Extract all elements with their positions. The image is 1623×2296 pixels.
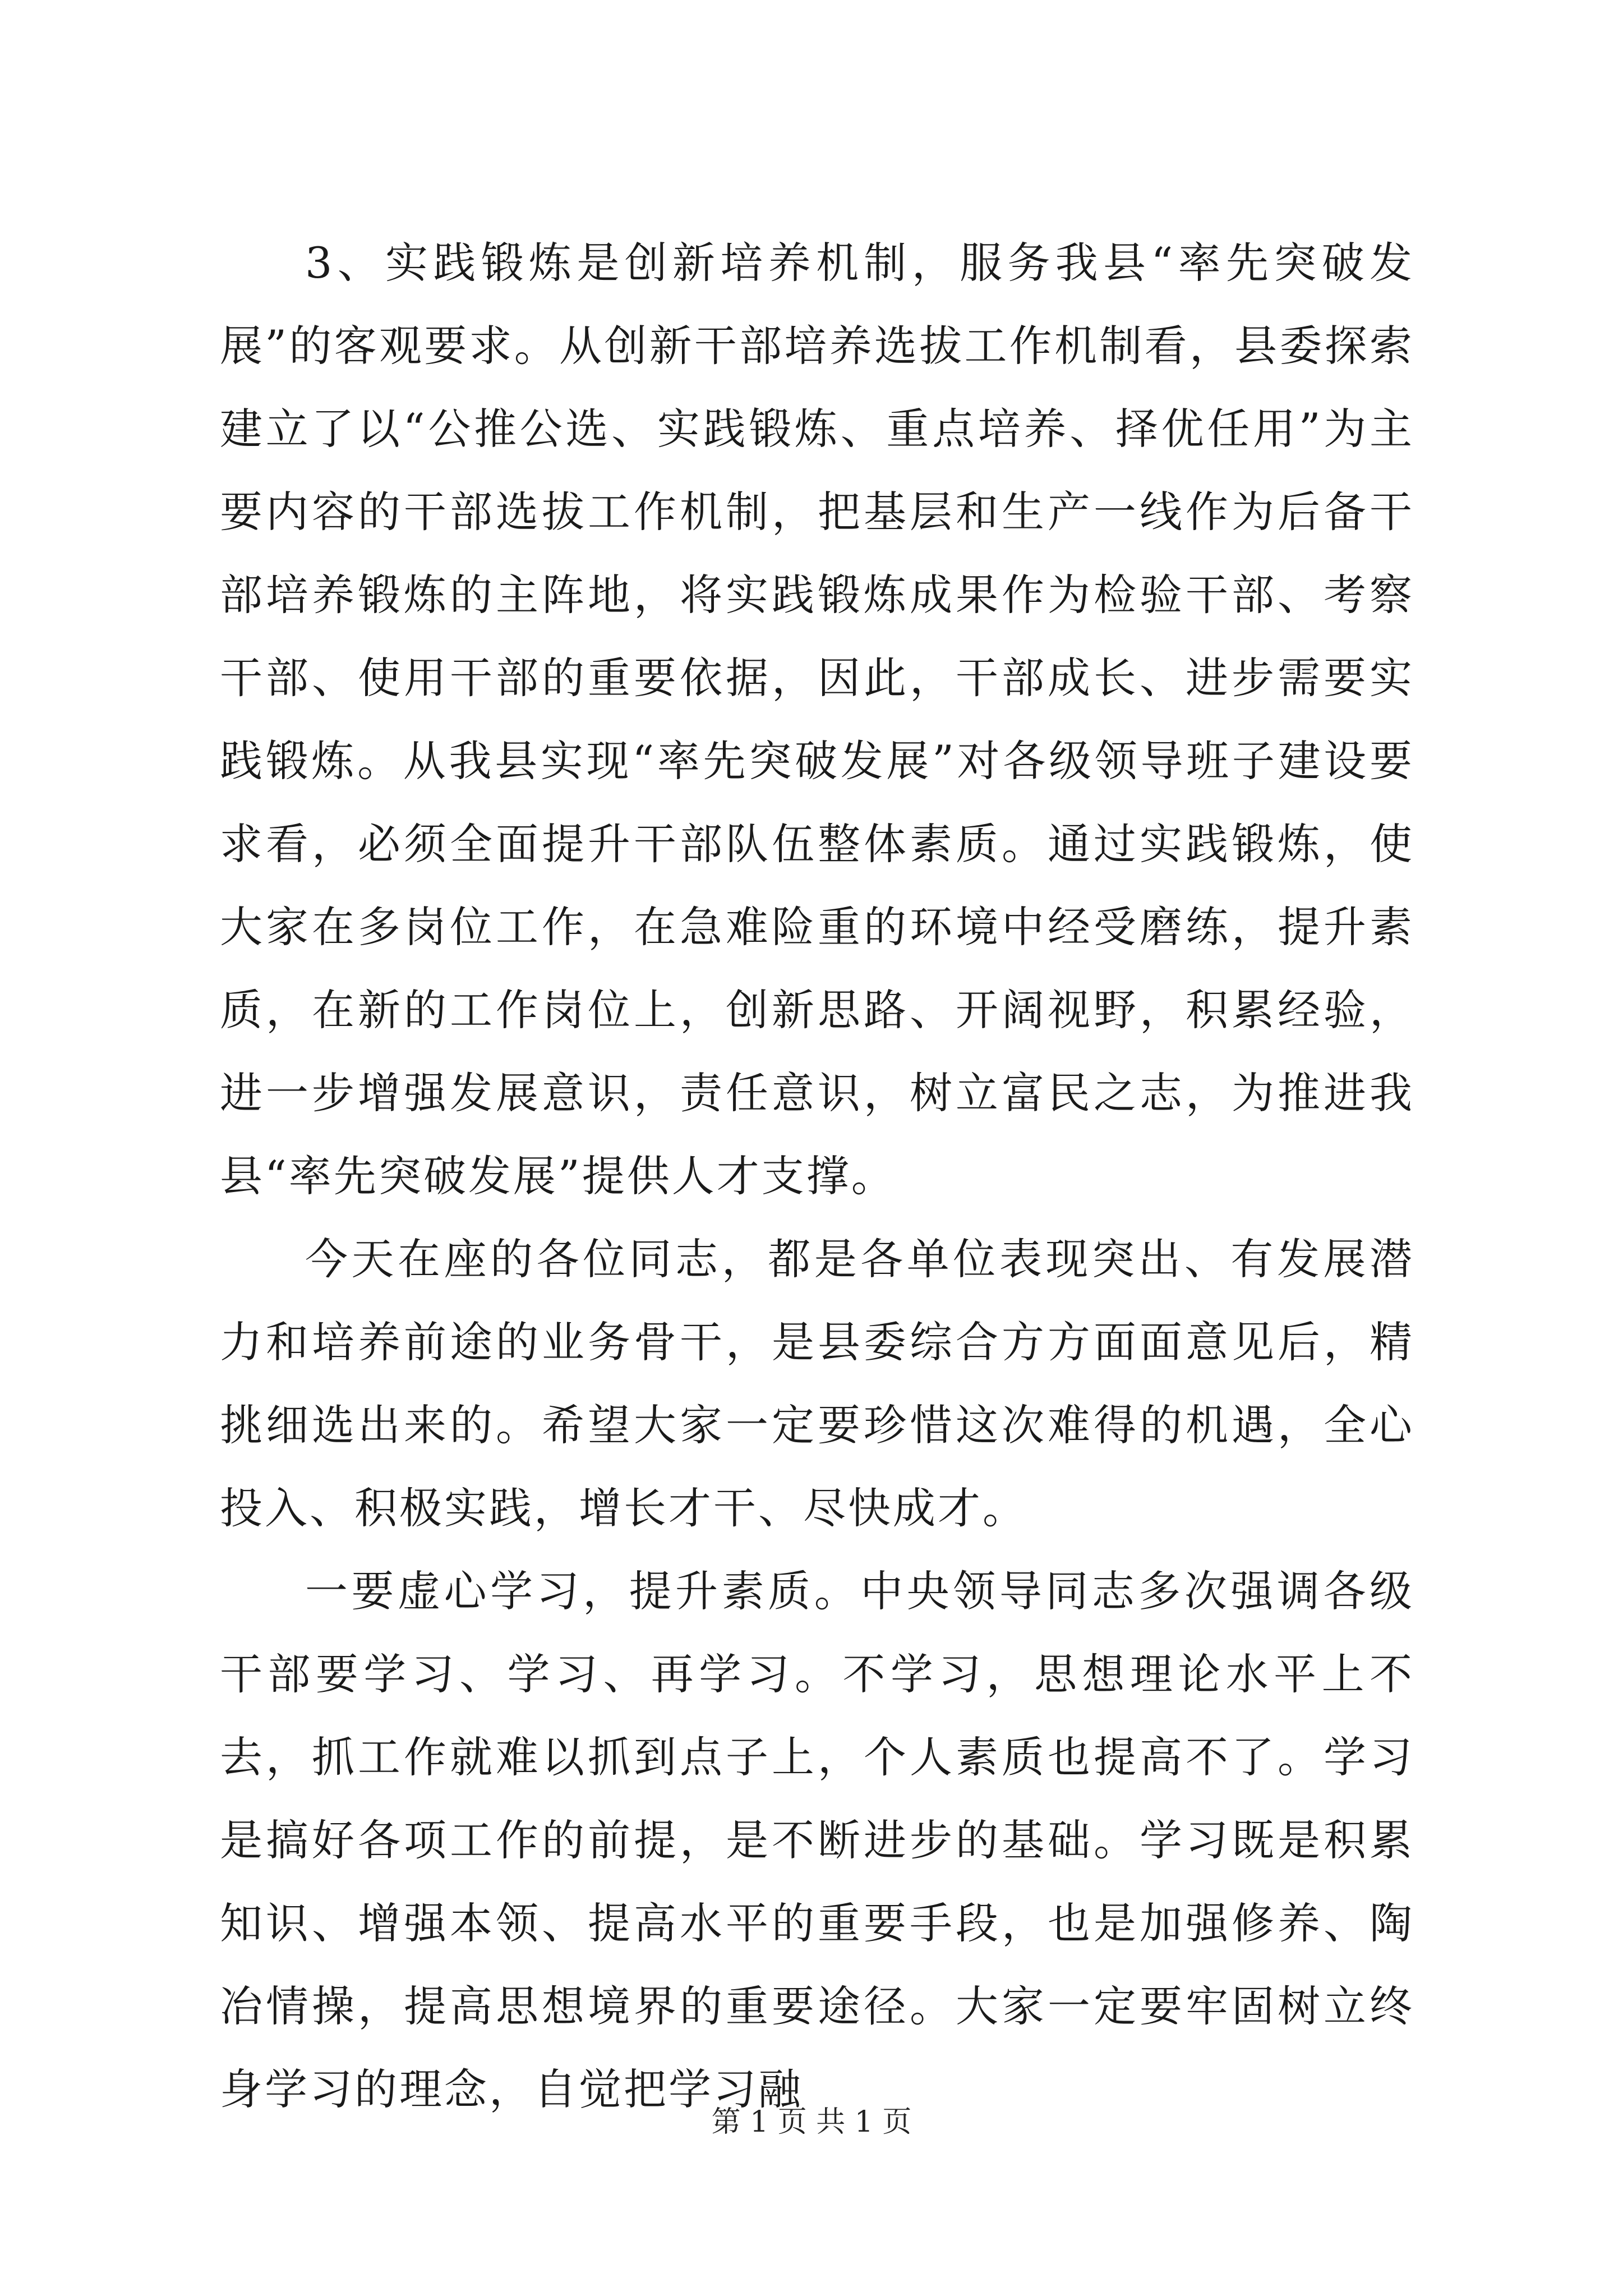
paragraph-practice-training: 3、实践锻炼是创新培养机制，服务我县“率先突破发展”的客观要求。从创新干部培养选拔工作机制看，县委探索建立了以“公推公选、实践锻炼、重点培养、择优任用”为主要内容的干部选拔工作机制，把基层和生产一线作为后备干部培养锻炼的主阵地，将实践锻炼成果作为检验干部、考察干部、使用干部的重要依据，因此，干部成长、进步需要实践锻炼。从我县实现“率先突破发展”对各级领导班子建设要求看，必须全面提升干部队伍整体素质。通过实践锻炼，使大家在多岗位工作，在急难险重的环境中经受磨练，提升素质，在新的工作岗位上，创新思路、开阔视野，积累经验，进一步增强发展意识，责任意识，树立富民之志，为推进我县“率先突破发展”提供人才支撑。 [220,238,1414,1201]
document-body [220,222,1414,2131]
page-footer: 第 1 页 共 1 页 [711,2105,912,2139]
paragraph-attendees: 今天在座的各位同志，都是各单位表现突出、有发展潜力和培养前途的业务骨干，是县委综合方方面面意见后，精挑细选出来的。希望大家一定要珍惜这次难得的机遇，全心投入、积极实践，增长才干、尽快成才。 [220,1234,1414,1533]
paragraph-study: 一要虚心学习，提升素质。中央领导同志多次强调各级干部要学习、学习、再学习。不学习，思想理论水平上不去，抓工作就难以抓到点子上，个人素质也提高不了。学习是搞好各项工作的前提，是不断进步的基础。学习既是积累知识、增强本领、提高水平的重要手段，也是加强修养、陶冶情操，提高思想境界的重要途径。大家一定要牢固树立终身学习的理念，自觉把学习融 [220,1566,1414,2114]
